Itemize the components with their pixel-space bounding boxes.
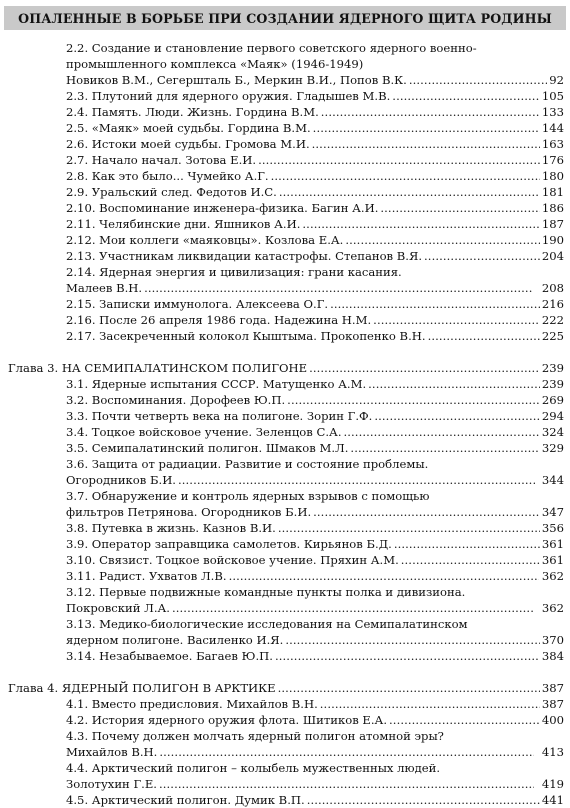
dot-leader — [344, 424, 540, 440]
toc-entry-title: 2.10. Воспоминание инженера-физика. Багин А.И. — [66, 201, 379, 215]
toc-entry[interactable] — [0, 184, 570, 200]
toc-entry-title: 3.1. Ядерные испытания СССР. Матущенко А.М. — [66, 377, 367, 391]
toc-entry[interactable] — [0, 632, 570, 648]
toc-page-number: 344 — [541, 473, 564, 487]
toc-entry[interactable] — [0, 248, 570, 264]
dot-leader — [392, 88, 540, 104]
toc-entry[interactable] — [0, 136, 570, 152]
toc-entry[interactable] — [0, 456, 570, 472]
toc-entry-title: Глава 3. НА СЕМИПАЛАТИНСКОМ ПОЛИГОНЕ — [8, 361, 308, 375]
toc-entry-title: 3.12. Первые подвижные командные пункты полка и дивизиона. — [66, 585, 466, 599]
toc-page-number: 92 — [549, 73, 564, 87]
toc-entry[interactable] — [0, 280, 570, 296]
dot-leader — [330, 296, 540, 312]
dot-leader — [278, 520, 540, 536]
toc-entry[interactable] — [0, 760, 570, 776]
toc-entry-title: 2.13. Участникам ликвидации катастрофы. Степанов В.Я. — [66, 249, 423, 263]
toc-entry[interactable] — [0, 232, 570, 248]
dot-leader — [380, 200, 539, 216]
toc-page-number: 204 — [541, 249, 564, 263]
dot-leader — [178, 472, 535, 488]
toc-entry[interactable] — [0, 392, 570, 408]
toc-entry-title: 2.5. «Маяк» моей судьбы. Гордина В.М. — [66, 121, 311, 135]
toc-entry-title: 2.16. После 26 апреля 1986 года. Надежина Н.М. — [66, 313, 372, 327]
dot-leader — [285, 632, 540, 648]
toc-entry[interactable] — [0, 152, 570, 168]
toc-entry[interactable] — [0, 648, 570, 664]
toc-entry-title: 2.6. Истоки моей судьбы. Громова М.И. — [66, 137, 310, 151]
toc-page-number: 441 — [541, 793, 564, 807]
dot-leader — [320, 696, 540, 712]
dot-leader — [144, 280, 533, 296]
toc-entry-title: 3.13. Медико-биологические исследования на Семипалатинском — [66, 617, 468, 631]
toc-entry[interactable] — [0, 568, 570, 584]
dot-leader — [229, 568, 539, 584]
toc-entry-title: 3.9. Оператор заправщика самолетов. Кирьянов Б.Д. — [66, 537, 392, 551]
toc-page-number: 294 — [541, 409, 564, 423]
toc-entry[interactable] — [0, 56, 570, 72]
toc-page-number: 239 — [541, 377, 564, 391]
toc-entry[interactable] — [0, 120, 570, 136]
dot-leader — [279, 184, 540, 200]
toc-entry[interactable] — [0, 216, 570, 232]
toc-page-number: 387 — [541, 697, 564, 711]
toc-entry[interactable] — [0, 552, 570, 568]
toc-entry-title: 3.7. Обнаружение и контроль ядерных взрывов с помощью — [66, 489, 430, 503]
dot-leader — [428, 328, 540, 344]
toc-entry-title: 2.4. Память. Люди. Жизнь. Гордина В.М. — [66, 105, 319, 119]
toc-entry-title: 2.17. Засекреченный колокол Кыштыма. Прокопенко В.Н. — [66, 329, 426, 343]
dot-leader — [389, 712, 540, 728]
toc-entry-title: Малеев В.Н. — [66, 281, 143, 295]
toc-entry[interactable] — [0, 104, 570, 120]
toc-page-number: 361 — [541, 553, 564, 567]
toc-entry[interactable] — [0, 712, 570, 728]
toc-page-number: 216 — [541, 297, 564, 311]
toc-entry-title: Михайлов В.Н. — [66, 745, 158, 759]
toc-entry-title: 2.9. Уральский след. Федотов И.С. — [66, 185, 277, 199]
dot-leader — [321, 104, 540, 120]
dot-leader — [309, 360, 540, 376]
toc-page-number: 324 — [541, 425, 564, 439]
dot-leader — [287, 392, 540, 408]
toc-entry[interactable] — [0, 264, 570, 280]
toc-entry-title: 2.8. Как это было... Чумейко А.Г. — [66, 169, 269, 183]
toc-page-number: 356 — [541, 521, 564, 535]
toc-page-number: 361 — [541, 537, 564, 551]
dot-leader — [275, 648, 540, 664]
toc-page-number: 362 — [541, 601, 564, 615]
toc-entry-title: 3.2. Воспоминания. Дорофеев Ю.П. — [66, 393, 286, 407]
toc-entry-title: промышленного комплекса «Маяк» (1946-1949) — [66, 57, 364, 71]
toc-page-number: 133 — [541, 105, 564, 119]
toc-entry[interactable] — [0, 536, 570, 552]
toc-entry[interactable] — [0, 296, 570, 312]
toc-entry[interactable] — [0, 200, 570, 216]
toc-page-number: 190 — [541, 233, 564, 247]
toc-page-number: 181 — [541, 185, 564, 199]
toc-entry[interactable] — [0, 88, 570, 104]
chapter-heading[interactable] — [0, 680, 570, 696]
toc-entry-title: 3.6. Защита от радиации. Развитие и состояние проблемы. — [66, 457, 429, 471]
dot-leader — [394, 536, 540, 552]
toc-entry-title: 2.12. Мои коллеги «маяковцы». Козлова Е.А. — [66, 233, 344, 247]
toc-entry[interactable] — [0, 616, 570, 632]
toc-entry[interactable] — [0, 584, 570, 600]
toc-entry-title: 4.4. Арктический полигон – колыбель мужественных людей. — [66, 761, 441, 775]
toc-entry-title: 4.3. Почему должен молчать ядерный полигон атомной эры? — [66, 729, 444, 743]
toc-entry[interactable] — [0, 168, 570, 184]
toc-entry-title: 2.3. Плутоний для ядерного оружия. Гладышев М.В. — [66, 89, 391, 103]
toc-page-number: 400 — [541, 713, 564, 727]
toc-page-number: 347 — [541, 505, 564, 519]
table-of-contents — [0, 40, 570, 808]
dot-leader — [350, 440, 539, 456]
toc-page-number: 176 — [541, 153, 564, 167]
toc-page-number: 329 — [541, 441, 564, 455]
toc-entry[interactable] — [0, 328, 570, 344]
toc-entry-title: 4.2. История ядерного оружия флота. Шитиков Е.А. — [66, 713, 388, 727]
chapter-heading[interactable] — [0, 360, 570, 376]
toc-entry[interactable] — [0, 312, 570, 328]
toc-page-number: 222 — [541, 313, 564, 327]
toc-entry[interactable] — [0, 440, 570, 456]
dot-leader — [159, 776, 534, 792]
toc-page-number: 186 — [541, 201, 564, 215]
dot-leader — [159, 744, 533, 760]
toc-page-number: 362 — [541, 569, 564, 583]
toc-entry-title: 3.5. Семипалатинский полигон. Шмаков М.Л. — [66, 441, 349, 455]
toc-entry[interactable] — [0, 792, 570, 808]
toc-entry[interactable] — [0, 728, 570, 744]
toc-entry[interactable] — [0, 744, 570, 760]
toc-entry[interactable] — [0, 40, 570, 56]
toc-entry-title: 3.4. Тоцкое войсковое учение. Зеленцов С.А. — [66, 425, 342, 439]
dot-leader — [172, 600, 535, 616]
toc-page-number: 144 — [541, 121, 564, 135]
toc-page-number: 239 — [541, 361, 564, 375]
toc-entry[interactable] — [0, 776, 570, 792]
toc-page-number: 208 — [541, 281, 564, 295]
dot-leader — [302, 216, 539, 232]
toc-entry[interactable] — [0, 600, 570, 616]
toc-entry[interactable] — [0, 504, 570, 520]
running-header — [4, 6, 566, 30]
dot-leader — [271, 168, 540, 184]
toc-entry[interactable] — [0, 472, 570, 488]
dot-leader — [312, 136, 540, 152]
toc-entry-title: 4.5. Арктический полигон. Думик В.П. — [66, 793, 305, 807]
dot-leader — [258, 152, 540, 168]
toc-entry-title: Огородников Б.И. — [66, 473, 176, 487]
toc-entry-title: 3.10. Связист. Тоцкое войсковое учение. Пряхин А.М. — [66, 553, 399, 567]
toc-page-number: 387 — [541, 681, 564, 695]
toc-entry[interactable] — [0, 408, 570, 424]
toc-entry-title: Новиков В.М., Сегершталь Б., Меркин В.И., Попов В.К. — [66, 73, 407, 87]
dot-leader — [424, 248, 540, 264]
toc-entry-title: 2.7. Начало начал. Зотова Е.И. — [66, 153, 257, 167]
toc-page-number: 384 — [541, 649, 564, 663]
dot-leader — [278, 680, 540, 696]
section-spacer — [0, 664, 570, 680]
toc-entry[interactable] — [0, 696, 570, 712]
toc-page-number: 419 — [541, 777, 564, 791]
toc-entry[interactable] — [0, 520, 570, 536]
toc-entry-title: 3.8. Путевка в жизнь. Казнов В.И. — [66, 521, 276, 535]
toc-entry[interactable] — [0, 376, 570, 392]
toc-page-number: 225 — [541, 329, 564, 343]
dot-leader — [373, 312, 540, 328]
toc-page-number: 413 — [541, 745, 564, 759]
dot-leader — [307, 792, 540, 808]
dot-leader — [409, 72, 547, 88]
toc-entry-title: 3.14. Незабываемое. Багаев Ю.П. — [66, 649, 273, 663]
toc-entry-title: 2.15. Записки иммунолога. Алексеева О.Г. — [66, 297, 329, 311]
toc-entry[interactable] — [0, 488, 570, 504]
toc-page-number: 370 — [541, 633, 564, 647]
toc-entry-title: Глава 4. ЯДЕРНЫЙ ПОЛИГОН В АРКТИКЕ — [8, 681, 276, 695]
toc-page-number: 180 — [541, 169, 564, 183]
toc-page-number: 269 — [541, 393, 564, 407]
running-header-title: ОПАЛЕННЫЕ В БОРЬБЕ ПРИ СОЗДАНИИ ЯДЕРНОГО ЩИТА РОДИНЫ — [18, 10, 552, 26]
toc-entry[interactable] — [0, 424, 570, 440]
dot-leader — [401, 552, 540, 568]
section-spacer — [0, 344, 570, 360]
toc-entry-title: 2.14. Ядерная энергия и цивилизация: грани касания. — [66, 265, 402, 279]
toc-entry-title: 3.3. Почти четверть века на полигоне. Зорин Г.Ф. — [66, 409, 373, 423]
toc-entry-title: ядерном полигоне. Василенко И.Я. — [66, 633, 284, 647]
dot-leader — [374, 408, 540, 424]
dot-leader — [313, 120, 540, 136]
dot-leader — [345, 232, 540, 248]
toc-entry-title: фильтров Петрянова. Огородников Б.И. — [66, 505, 312, 519]
dot-leader — [368, 376, 540, 392]
toc-entry-title: 4.1. Вместо предисловия. Михайлов В.Н. — [66, 697, 318, 711]
toc-entry-title: Покровский Л.А. — [66, 601, 170, 615]
toc-entry-title: Золотухин Г.Е. — [66, 777, 157, 791]
toc-page-number: 105 — [541, 89, 564, 103]
dot-leader — [313, 504, 540, 520]
toc-entry-title: 2.11. Челябинские дни. Яшников А.И. — [66, 217, 301, 231]
toc-entry-title: 2.2. Создание и становление первого советского ядерного военно- — [66, 41, 477, 55]
toc-entry-title: 3.11. Радист. Ухватов Л.В. — [66, 569, 227, 583]
toc-entry[interactable] — [0, 72, 570, 88]
toc-page-number: 187 — [541, 217, 564, 231]
toc-page-number: 163 — [541, 137, 564, 151]
